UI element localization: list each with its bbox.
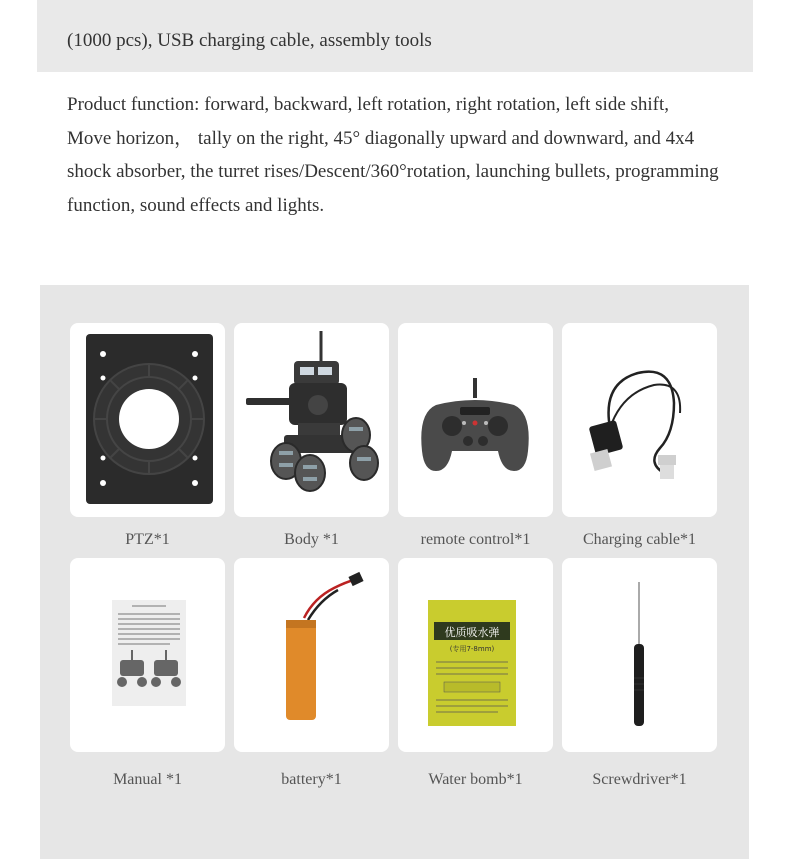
description-line: Move horizon， tally on the right, 45° diagonally upward and downward, and 4x4 <box>67 127 695 149</box>
item-label-water-bomb: Water bomb*1 <box>428 771 523 788</box>
item-label-ptz: PTZ*1 <box>125 531 170 548</box>
ptz-plate-icon <box>70 323 225 517</box>
screwdriver-icon <box>562 558 717 752</box>
manual-icon <box>70 558 225 752</box>
robot-body-icon <box>234 323 389 517</box>
item-card-cable <box>562 323 717 517</box>
svg-text:(专用7-8mm): (专用7-8mm) <box>449 645 495 653</box>
product-description <box>67 88 767 222</box>
description-line: shock absorber, the turret rises/Descent/360°rotation, launching bullets, programming <box>67 161 719 182</box>
item-label-battery: battery*1 <box>281 771 342 788</box>
item-label-body: Body *1 <box>284 531 339 548</box>
package-contents-panel <box>40 285 749 859</box>
description-line: function, sound effects and lights. <box>67 194 325 216</box>
remote-control-icon <box>398 323 553 517</box>
item-label-remote: remote control*1 <box>420 531 531 548</box>
item-card-remote <box>398 323 553 517</box>
item-label-screwdriver: Screwdriver*1 <box>592 771 687 788</box>
item-card-water-bomb <box>398 558 553 752</box>
battery-icon <box>234 558 389 752</box>
header-band <box>37 0 753 72</box>
item-label-manual: Manual *1 <box>113 771 182 788</box>
svg-text:优质吸水弹: 优质吸水弹 <box>444 626 500 639</box>
charging-cable-icon <box>562 323 717 517</box>
item-label-cable: Charging cable*1 <box>582 531 696 548</box>
header-text: (1000 pcs), USB charging cable, assembly tools <box>67 30 432 51</box>
item-card-screwdriver <box>562 558 717 752</box>
item-card-manual <box>70 558 225 752</box>
description-line: Product function: forward, backward, left rotation, right rotation, left side shift, <box>67 94 670 115</box>
item-card-battery <box>234 558 389 752</box>
item-card-ptz <box>70 323 225 517</box>
water-bomb-pack-icon <box>398 558 553 752</box>
item-card-body <box>234 323 389 517</box>
